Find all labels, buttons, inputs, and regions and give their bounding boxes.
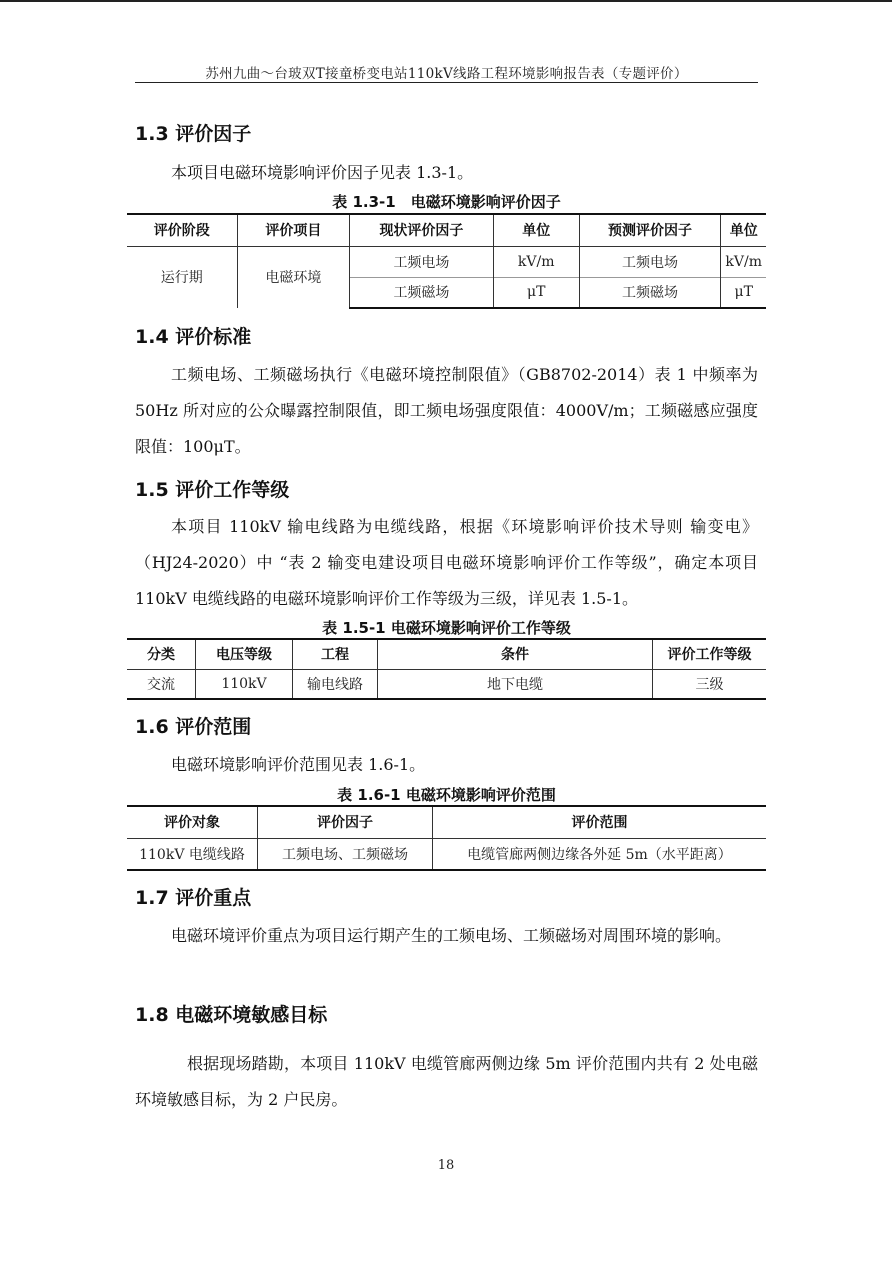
paragraph-1-8: 根据现场踏勘，本项目 110kV 电缆管廊两侧边缘 5m 评价范围内共有 2 处电磁环境敏感目标，为 2 户民房。	[135, 1054, 758, 1109]
table-1-5-1-caption: 表 1.5-1 电磁环境影响评价工作等级	[322, 619, 571, 637]
table-cell: μT	[721, 277, 766, 308]
table-1-3-1	[127, 213, 766, 309]
table-cell: 输电线路	[293, 669, 378, 699]
table-header-cell: 单位	[721, 214, 766, 246]
running-header: 苏州九曲～台玻双T接童桥变电站110kV线路工程环境影响报告表（专题评价）	[205, 66, 688, 82]
table-cell: 工频磁场	[579, 277, 721, 308]
table-row	[127, 838, 766, 870]
paragraph-1-3-intro: 本项目电磁环境影响评价因子见表 1.3-1。	[171, 163, 474, 182]
table-cell: kV/m	[721, 246, 766, 277]
table-header-cell: 评价阶段	[127, 214, 237, 246]
paragraph-1-5: 本项目 110kV 输电线路为电缆线路，根据《环境影响评价技术导则 输变电》（HJ24-2020）中 “表 2 输变电建设项目电磁环境影响评价工作等级”，确定本项目 110kV 电缆线路的电磁环境影响评价工作等级为三级，详见表 1.5-1。	[135, 517, 758, 608]
table-cell: 110kV	[196, 669, 293, 699]
table-1-6-1-caption: 表 1.6-1 电磁环境影响评价范围	[337, 786, 556, 804]
table-cell: 电缆管廊两侧边缘各外延 5m（水平距离）	[433, 838, 767, 870]
table-header-cell: 评价项目	[237, 214, 350, 246]
paragraph-1-6-intro: 电磁环境影响评价范围见表 1.6-1。	[171, 755, 426, 774]
paragraph-1-4: 工频电场、工频磁场执行《电磁环境控制限值》（GB8702-2014）表 1 中频率为 50Hz 所对应的公众曝露控制限值，即工频电场强度限值：4000V/m；工频磁感应强度限值：100μT。	[135, 365, 758, 456]
paragraph-1-7: 电磁环境评价重点为项目运行期产生的工频电场、工频磁场对周围环境的影响。	[171, 926, 732, 945]
heading-1-3: 1.3 评价因子	[135, 123, 252, 145]
table-cell: 地下电缆	[378, 669, 653, 699]
header-rule	[135, 82, 758, 83]
table-header-cell: 预测评价因子	[579, 214, 721, 246]
table-cell: kV/m	[493, 246, 579, 277]
heading-1-8: 1.8 电磁环境敏感目标	[135, 1004, 328, 1026]
table-cell-item: 电磁环境	[237, 246, 350, 308]
table-cell: 工频电场	[350, 246, 494, 277]
heading-1-4: 1.4 评价标准	[135, 326, 252, 348]
heading-1-7: 1.7 评价重点	[135, 887, 252, 909]
table-row	[127, 669, 766, 699]
heading-1-5: 1.5 评价工作等级	[135, 479, 290, 501]
page-number: 18	[437, 1158, 455, 1173]
table-1-6-1	[127, 805, 766, 871]
table-header-cell: 电压等级	[196, 639, 293, 669]
table-header-cell: 分类	[127, 639, 196, 669]
table-cell: 三级	[653, 669, 767, 699]
table-1-3-1-caption: 表 1.3-1 电磁环境影响评价因子	[332, 193, 561, 211]
table-header-cell: 评价对象	[127, 806, 258, 838]
table-header-cell: 评价工作等级	[653, 639, 767, 669]
table-1-5-1	[127, 638, 766, 700]
table-header-cell: 单位	[493, 214, 579, 246]
table-header-cell: 工程	[293, 639, 378, 669]
table-cell: 工频磁场	[350, 277, 494, 308]
heading-1-6: 1.6 评价范围	[135, 716, 252, 738]
table-cell: μT	[493, 277, 579, 308]
table-header-cell: 评价因子	[258, 806, 433, 838]
table-cell: 交流	[127, 669, 196, 699]
table-cell-stage: 运行期	[127, 246, 237, 308]
table-cell: 工频电场、工频磁场	[258, 838, 433, 870]
table-header-cell: 现状评价因子	[350, 214, 494, 246]
table-cell: 工频电场	[579, 246, 721, 277]
table-cell: 110kV 电缆线路	[127, 838, 258, 870]
table-row	[127, 246, 766, 277]
table-header-cell: 条件	[378, 639, 653, 669]
page-top-border	[0, 0, 892, 2]
table-header-cell: 评价范围	[433, 806, 767, 838]
